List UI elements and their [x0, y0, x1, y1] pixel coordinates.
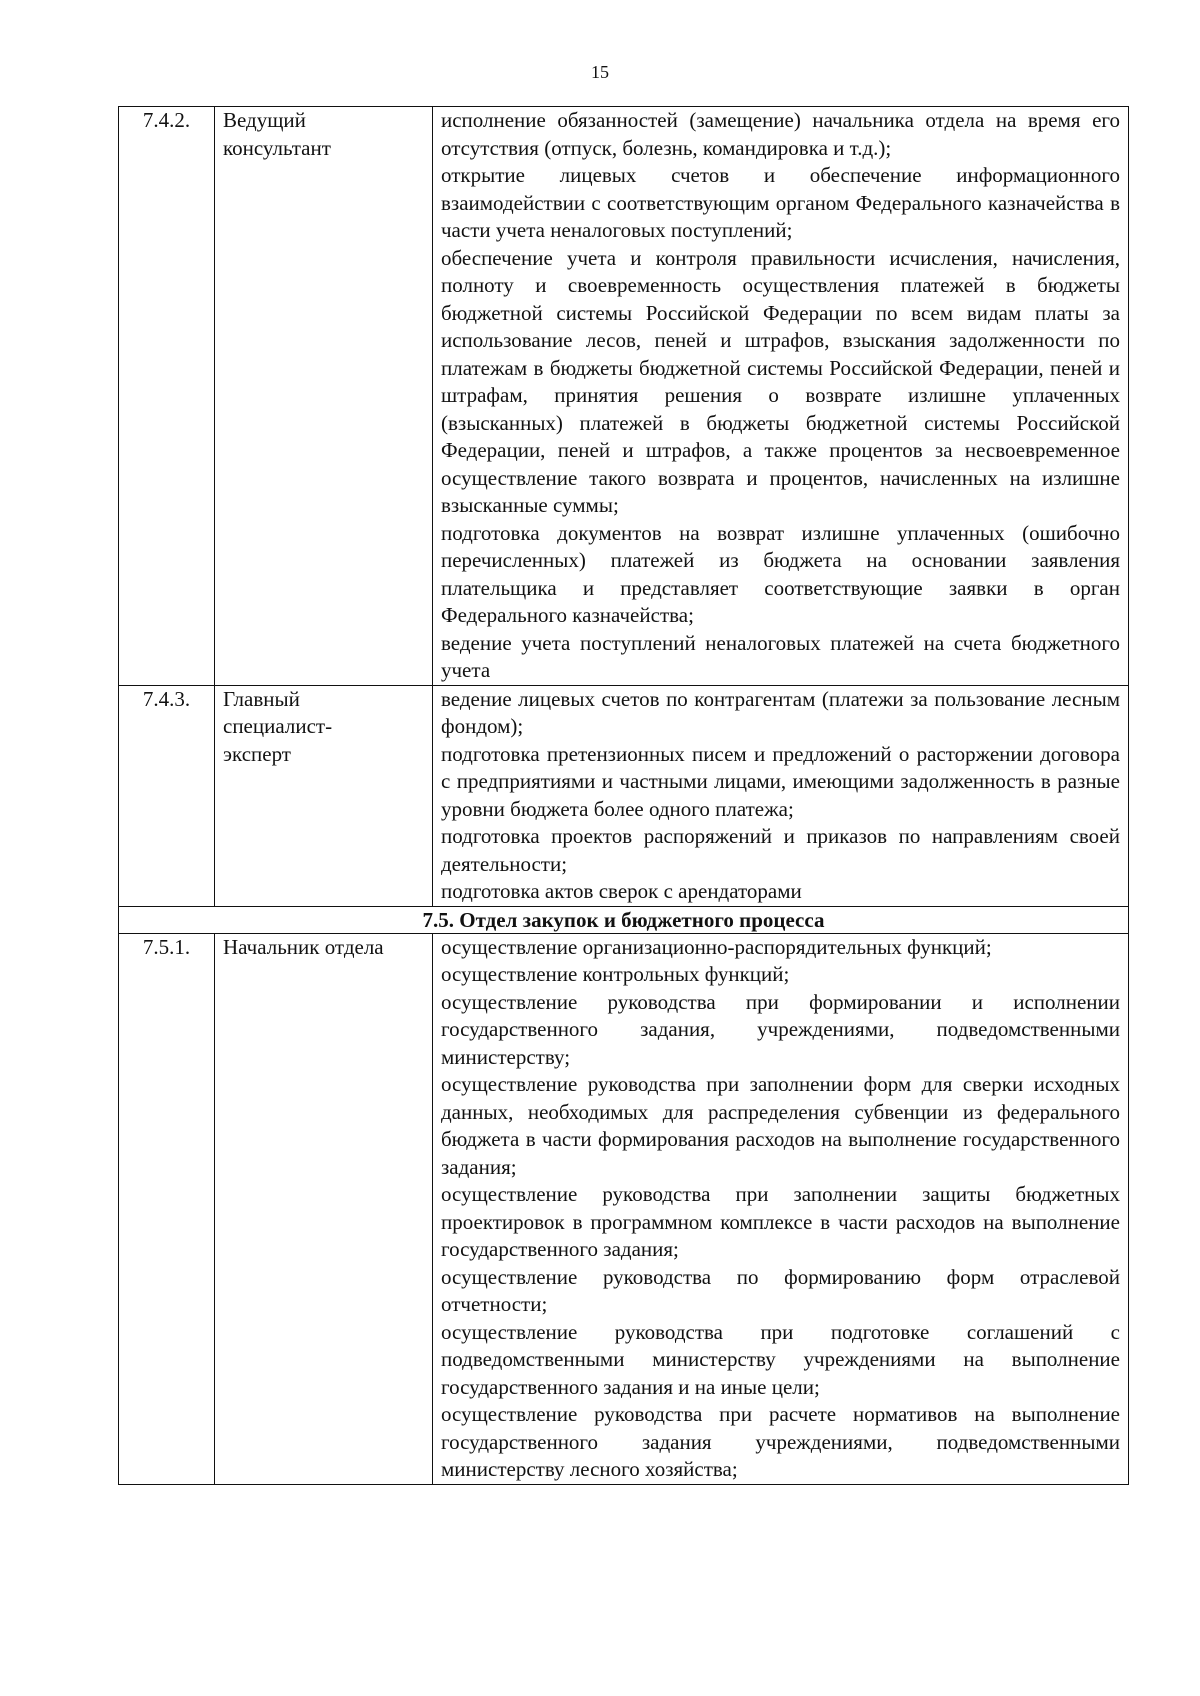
duty-item: осуществление руководства при формировании и исполнении государственного задания, учреждениями, подведомственными министерству;: [441, 989, 1120, 1069]
duty-item: подготовка актов сверок с арендаторами: [441, 879, 802, 903]
duties-cell: [433, 107, 1129, 686]
duty-item: осуществление руководства при заполнении форм для сверки исходных данных, необходимых для распределения субвенции из федерального бюджета в части формирования расходов на выполнение государственного задания;: [441, 1072, 1120, 1179]
duty-item: осуществление руководства при расчете нормативов на выполнение государственного задания учреждениями, подведомственными министерству лесного хозяйства;: [441, 1402, 1120, 1481]
duty-item: осуществление руководства при заполнении защиты бюджетных проектировок в программном комплексе в части расходов на выполнение государственного задания;: [441, 1182, 1120, 1261]
duty-item: ведение учета поступлений неналоговых платежей на счета бюджетного учета: [441, 630, 1120, 682]
duty-item: подготовка документов на возврат излишне уплаченных (ошибочно перечисленных) платежей из бюджета на основании заявления плательщика и представляет соответствующие заявки в орган Федерального казначейства;: [441, 520, 1120, 627]
duty-item: исполнение обязанностей (замещение) начальника отдела на время его отсутствия (отпуск, болезнь, командировка и т.д.);: [441, 108, 1120, 160]
table-row: [119, 107, 1129, 686]
duty-item: подготовка претензионных писем и предложений о расторжении договора с предприятиями и частными лицами, имеющими задолженность в разные уровни бюджета более одного платежа;: [441, 741, 1120, 821]
table-row: [119, 685, 1129, 906]
position-title: Ведущий консультант: [215, 107, 433, 686]
page-number: 15: [591, 62, 609, 82]
section-title: 7.5. Отдел закупок и бюджетного процесса: [119, 906, 1129, 933]
duty-item: ведение лицевых счетов по контрагентам (платежи за пользование лесным фондом);: [441, 686, 1120, 738]
row-number: 7.5.1.: [119, 933, 215, 1484]
duty-item: обеспечение учета и контроля правильности исчисления, начисления, полноту и своевременность осуществления платежей в бюджеты бюджетной системы Российской Федерации по всем видам платы за использование лесов, пеней и штрафов, взыскания задолженности по платежам в бюджеты бюджетной системы Российской Федерации, пеней и штрафам, принятия решения о возврате излишне уплаченных (взысканных) платежей в бюджеты бюджетной системы Российской Федерации, пеней и штрафов, а также процентов за несвоевременное осуществление такого возврата и процентов, начисленных на излишне взысканные суммы;: [441, 245, 1120, 517]
row-number: 7.4.3.: [119, 685, 215, 906]
duty-item: осуществление руководства при подготовке соглашений с подведомственными министерству учреждениями на выполнение государственного задания и на иные цели;: [441, 1319, 1120, 1399]
duty-item: осуществление руководства по формированию форм отраслевой отчетности;: [441, 1264, 1120, 1316]
duties-table: [118, 106, 1129, 1485]
table-row: [119, 933, 1129, 1484]
duty-item: открытие лицевых счетов и обеспечение информационного взаимодействии с соответствующим органом Федерального казначейства в части учета неналоговых поступлений;: [441, 163, 1120, 242]
position-title: Начальник отдела: [215, 933, 433, 1484]
duties-cell: [433, 685, 1129, 906]
duty-item: осуществление контрольных функций;: [441, 962, 790, 986]
section-row: [119, 906, 1129, 933]
duties-cell: [433, 933, 1129, 1484]
row-number: 7.4.2.: [119, 107, 215, 686]
position-title: Главный специалист-эксперт: [215, 685, 433, 906]
duty-item: осуществление организационно-распорядительных функций;: [441, 934, 992, 959]
duty-item: подготовка проектов распоряжений и приказов по направлениям своей деятельности;: [441, 824, 1120, 876]
